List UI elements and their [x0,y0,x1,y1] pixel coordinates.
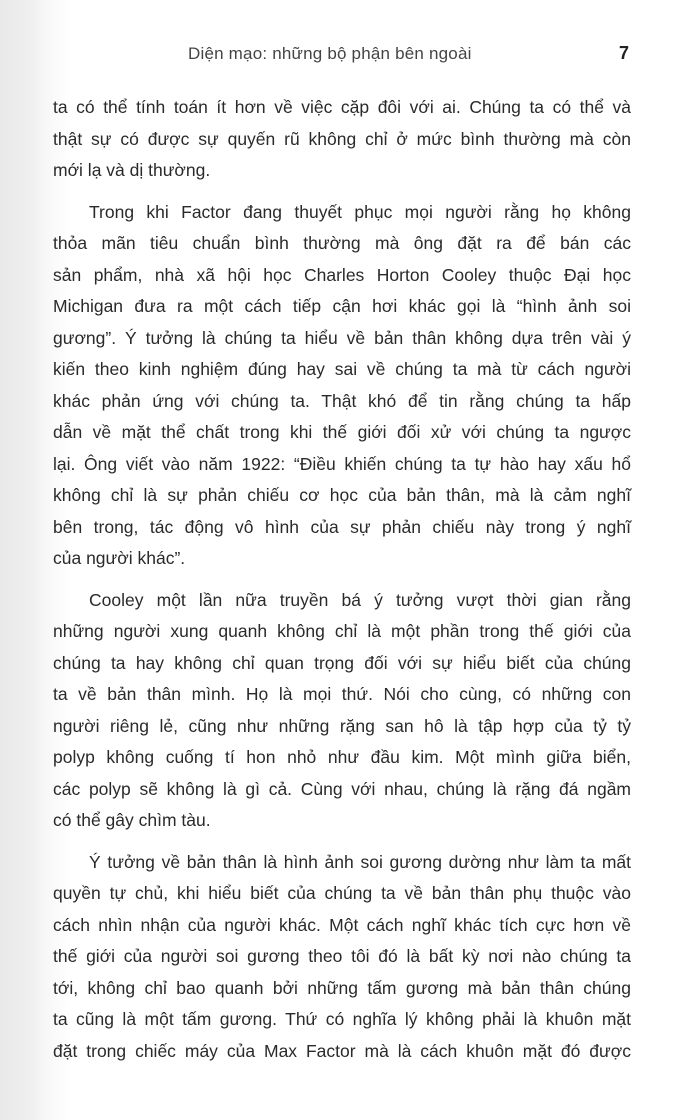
text-line: thế giới của người soi gương theo tôi đó là bất kỳ nơi nào chúng ta [53,946,631,966]
page-number: 7 [619,43,630,63]
text-line: khác phản ứng với chúng ta. Thật khó để tin rằng chúng ta hấp [53,390,631,411]
paragraph-3 [53,585,631,837]
text-line: tới, không chỉ bao quanh bởi những tấm gương mà bản thân chúng [53,977,631,998]
text-line: thật sự có được sự quyến rũ không chỉ ở mức bình thường mà còn [53,128,631,149]
text-line: các polyp sẽ không là gì cả. Cùng với nhau, chúng là rặng đá ngầm [53,778,631,799]
text-line: ta cũng là một tấm gương. Thứ có nghĩa lý không phải là khuôn mặt [53,1009,631,1029]
text-line: lại. Ông viết vào năm 1922: “Điều khiến chúng ta tự hào hay xấu hổ [53,453,631,474]
text-line: quyền tự chủ, khi hiểu biết của chúng ta về bản thân phụ thuộc vào [53,883,631,903]
text-line: của người khác”. [53,548,186,568]
text-line: polyp không cuống tí hon nhỏ như đầu kim. Một mình giữa biển, [53,747,631,767]
text-line: gương”. Ý tưởng là chúng ta hiểu về bản thân không dựa trên vài ý [53,327,631,348]
text-line: sản phẩm, nhà xã hội học Charles Horton Cooley thuộc Đại học [53,264,631,285]
text-line: thỏa mãn tiêu chuẩn bình thường mà ông đặt ra để bán các [53,233,631,253]
chapter-running-title: Diện mạo: những bộ phận bên ngoài [188,44,472,63]
text-line: bên trong, tác động vô hình của sự phản chiếu này trong ý nghĩ [53,516,631,537]
text-line: Cooley một lần nữa truyền bá ý tưởng vượt thời gian rằng [89,589,631,610]
paragraph-4 [53,847,631,1068]
text-line: ta về bản thân mình. Họ là mọi thứ. Nói cho cùng, có những con [53,684,631,704]
text-line: đặt trong chiếc máy của Max Factor mà là cách khuôn mặt đó được [53,1040,631,1061]
text-line: ta có thể tính toán ít hơn về việc cặp đôi với ai. Chúng ta có thể và [53,97,631,117]
text-line: những người xung quanh không chỉ là một phần trong thế giới của [53,621,631,641]
text-line: Michigan đưa ra một cách tiếp cận hơi khác gọi là “hình ảnh soi [53,296,631,316]
paragraph-2 [53,197,631,575]
paragraph-1 [53,92,631,187]
running-header [0,44,680,74]
text-line: Trong khi Factor đang thuyết phục mọi người rằng họ không [89,201,631,222]
text-line: chúng ta hay không chỉ quan trọng đối với sự hiểu biết của chúng [53,652,631,673]
text-line: kiến theo kinh nghiệm đúng hay sai về chúng ta mà từ cách người [53,359,631,379]
body-text [53,92,631,1077]
text-line: Ý tưởng về bản thân là hình ảnh soi gương dường như làm ta mất [89,851,631,872]
text-line: cách nhìn nhận của người khác. Một cách nghĩ khác tích cực hơn về [53,914,631,935]
text-line: người riêng lẻ, cũng như những rặng san hô là tập hợp của tỷ tỷ [53,715,631,736]
text-line: có thể gây chìm tàu. [53,810,211,830]
text-line: mới lạ và dị thường. [53,160,211,180]
text-line: dẫn về mặt thể chất trong khi thế giới đối xử với chúng ta ngược [53,422,631,442]
text-line: không chỉ là sự phản chiếu cơ học của bản thân, mà là cảm nghĩ [53,485,631,505]
